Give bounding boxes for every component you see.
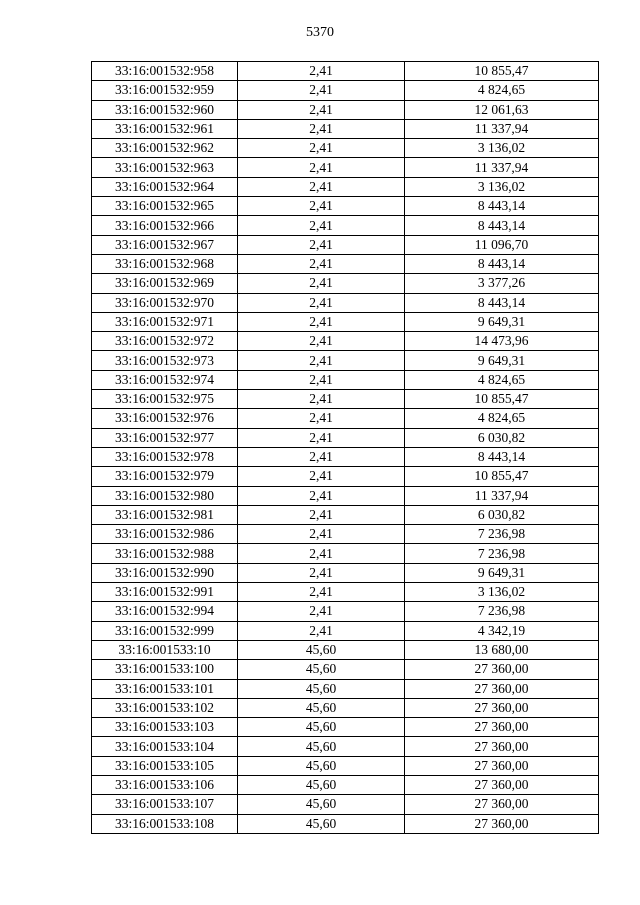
- rate-cell: 2,41: [238, 583, 405, 602]
- cadastral-number-cell: 33:16:001532:966: [92, 216, 238, 235]
- cadastral-number-cell: 33:16:001532:986: [92, 525, 238, 544]
- cadastral-number-cell: 33:16:001532:975: [92, 390, 238, 409]
- table-row: [92, 698, 599, 717]
- rate-cell: 2,41: [238, 563, 405, 582]
- table-row: [92, 795, 599, 814]
- table-row: [92, 274, 599, 293]
- cadastral-number-cell: 33:16:001533:100: [92, 660, 238, 679]
- amount-cell: 8 443,14: [405, 197, 599, 216]
- amount-cell: 7 236,98: [405, 602, 599, 621]
- cadastral-number-cell: 33:16:001532:999: [92, 621, 238, 640]
- rate-cell: 45,60: [238, 698, 405, 717]
- table-row: [92, 814, 599, 833]
- amount-cell: 11 337,94: [405, 119, 599, 138]
- amount-cell: 7 236,98: [405, 525, 599, 544]
- amount-cell: 10 855,47: [405, 390, 599, 409]
- cadastral-number-cell: 33:16:001532:958: [92, 62, 238, 81]
- amount-cell: 6 030,82: [405, 428, 599, 447]
- cadastral-number-cell: 33:16:001532:994: [92, 602, 238, 621]
- cadastral-number-cell: 33:16:001532:970: [92, 293, 238, 312]
- rate-cell: 45,60: [238, 775, 405, 794]
- amount-cell: 8 443,14: [405, 293, 599, 312]
- rate-cell: 2,41: [238, 544, 405, 563]
- table-row: [92, 428, 599, 447]
- cadastral-number-cell: 33:16:001532:962: [92, 139, 238, 158]
- table-row: [92, 100, 599, 119]
- amount-cell: 11 337,94: [405, 486, 599, 505]
- table-row: [92, 660, 599, 679]
- amount-cell: 27 360,00: [405, 679, 599, 698]
- amount-cell: 27 360,00: [405, 737, 599, 756]
- amount-cell: 3 136,02: [405, 139, 599, 158]
- amount-cell: 7 236,98: [405, 544, 599, 563]
- cadastral-number-cell: 33:16:001532:979: [92, 467, 238, 486]
- cadastral-number-cell: 33:16:001532:961: [92, 119, 238, 138]
- table-row: [92, 525, 599, 544]
- amount-cell: 4 824,65: [405, 370, 599, 389]
- table-row: [92, 486, 599, 505]
- rate-cell: 2,41: [238, 332, 405, 351]
- table-row: [92, 139, 599, 158]
- table-row: [92, 563, 599, 582]
- cadastral-number-cell: 33:16:001532:974: [92, 370, 238, 389]
- rate-cell: 2,41: [238, 197, 405, 216]
- amount-cell: 8 443,14: [405, 254, 599, 273]
- table-row: [92, 544, 599, 563]
- amount-cell: 27 360,00: [405, 795, 599, 814]
- amount-cell: 9 649,31: [405, 351, 599, 370]
- amount-cell: 3 136,02: [405, 177, 599, 196]
- cadastral-number-cell: 33:16:001532:980: [92, 486, 238, 505]
- rate-cell: 45,60: [238, 814, 405, 833]
- table-row: [92, 737, 599, 756]
- cadastral-number-cell: 33:16:001532:971: [92, 312, 238, 331]
- amount-cell: 8 443,14: [405, 447, 599, 466]
- amount-cell: 4 342,19: [405, 621, 599, 640]
- table-row: [92, 390, 599, 409]
- table-row: [92, 216, 599, 235]
- table-row: [92, 235, 599, 254]
- cadastral-number-cell: 33:16:001532:959: [92, 81, 238, 100]
- cadastral-number-cell: 33:16:001532:972: [92, 332, 238, 351]
- table-row: [92, 505, 599, 524]
- rate-cell: 2,41: [238, 293, 405, 312]
- data-table: [91, 61, 599, 834]
- table-row: [92, 447, 599, 466]
- cadastral-number-cell: 33:16:001532:991: [92, 583, 238, 602]
- amount-cell: 27 360,00: [405, 756, 599, 775]
- rate-cell: 45,60: [238, 660, 405, 679]
- rate-cell: 2,41: [238, 158, 405, 177]
- rate-cell: 45,60: [238, 795, 405, 814]
- amount-cell: 10 855,47: [405, 467, 599, 486]
- table-row: [92, 370, 599, 389]
- rate-cell: 2,41: [238, 312, 405, 331]
- page-number: 5370: [306, 25, 334, 40]
- table-row: [92, 312, 599, 331]
- rate-cell: 2,41: [238, 351, 405, 370]
- table-row: [92, 775, 599, 794]
- cadastral-number-cell: 33:16:001532:990: [92, 563, 238, 582]
- rate-cell: 2,41: [238, 100, 405, 119]
- amount-cell: 8 443,14: [405, 216, 599, 235]
- table-row: [92, 158, 599, 177]
- cadastral-number-cell: 33:16:001532:981: [92, 505, 238, 524]
- table-row: [92, 62, 599, 81]
- rate-cell: 2,41: [238, 621, 405, 640]
- table-row: [92, 621, 599, 640]
- rate-cell: 2,41: [238, 274, 405, 293]
- rate-cell: 2,41: [238, 370, 405, 389]
- cadastral-number-cell: 33:16:001532:969: [92, 274, 238, 293]
- rate-cell: 45,60: [238, 737, 405, 756]
- cadastral-number-cell: 33:16:001533:103: [92, 718, 238, 737]
- cadastral-number-cell: 33:16:001533:106: [92, 775, 238, 794]
- amount-cell: 3 377,26: [405, 274, 599, 293]
- cadastral-number-cell: 33:16:001533:108: [92, 814, 238, 833]
- rate-cell: 45,60: [238, 756, 405, 775]
- cadastral-number-cell: 33:16:001533:102: [92, 698, 238, 717]
- rate-cell: 2,41: [238, 62, 405, 81]
- rate-cell: 2,41: [238, 177, 405, 196]
- cadastral-number-cell: 33:16:001532:976: [92, 409, 238, 428]
- table-row: [92, 81, 599, 100]
- table-row: [92, 467, 599, 486]
- rate-cell: 2,41: [238, 447, 405, 466]
- table-body: [92, 62, 599, 834]
- rate-cell: 2,41: [238, 216, 405, 235]
- rate-cell: 2,41: [238, 505, 405, 524]
- table-row: [92, 583, 599, 602]
- table-row: [92, 718, 599, 737]
- amount-cell: 27 360,00: [405, 698, 599, 717]
- cadastral-number-cell: 33:16:001533:104: [92, 737, 238, 756]
- table-row: [92, 293, 599, 312]
- cadastral-number-cell: 33:16:001533:101: [92, 679, 238, 698]
- table-row: [92, 177, 599, 196]
- rate-cell: 45,60: [238, 718, 405, 737]
- table-row: [92, 409, 599, 428]
- amount-cell: 3 136,02: [405, 583, 599, 602]
- amount-cell: 11 096,70: [405, 235, 599, 254]
- amount-cell: 10 855,47: [405, 62, 599, 81]
- rate-cell: 2,41: [238, 467, 405, 486]
- table-row: [92, 332, 599, 351]
- cadastral-number-cell: 33:16:001532:965: [92, 197, 238, 216]
- rate-cell: 2,41: [238, 409, 405, 428]
- cadastral-number-cell: 33:16:001532:967: [92, 235, 238, 254]
- rate-cell: 2,41: [238, 525, 405, 544]
- table-row: [92, 254, 599, 273]
- rate-cell: 2,41: [238, 119, 405, 138]
- table-row: [92, 197, 599, 216]
- rate-cell: 45,60: [238, 640, 405, 659]
- rate-cell: 2,41: [238, 602, 405, 621]
- cadastral-number-cell: 33:16:001532:963: [92, 158, 238, 177]
- rate-cell: 2,41: [238, 390, 405, 409]
- amount-cell: 13 680,00: [405, 640, 599, 659]
- rate-cell: 2,41: [238, 254, 405, 273]
- cadastral-number-cell: 33:16:001532:988: [92, 544, 238, 563]
- table-row: [92, 351, 599, 370]
- amount-cell: 27 360,00: [405, 775, 599, 794]
- table-row: [92, 119, 599, 138]
- amount-cell: 4 824,65: [405, 81, 599, 100]
- amount-cell: 9 649,31: [405, 312, 599, 331]
- amount-cell: 14 473,96: [405, 332, 599, 351]
- amount-cell: 9 649,31: [405, 563, 599, 582]
- cadastral-number-cell: 33:16:001532:977: [92, 428, 238, 447]
- amount-cell: 6 030,82: [405, 505, 599, 524]
- rate-cell: 2,41: [238, 486, 405, 505]
- amount-cell: 27 360,00: [405, 814, 599, 833]
- cadastral-number-cell: 33:16:001533:105: [92, 756, 238, 775]
- cadastral-number-cell: 33:16:001532:973: [92, 351, 238, 370]
- amount-cell: 11 337,94: [405, 158, 599, 177]
- cadastral-number-cell: 33:16:001532:960: [92, 100, 238, 119]
- cadastral-number-cell: 33:16:001532:968: [92, 254, 238, 273]
- cadastral-number-cell: 33:16:001533:107: [92, 795, 238, 814]
- table-row: [92, 756, 599, 775]
- rate-cell: 2,41: [238, 235, 405, 254]
- cadastral-number-cell: 33:16:001532:964: [92, 177, 238, 196]
- rate-cell: 45,60: [238, 679, 405, 698]
- amount-cell: 27 360,00: [405, 660, 599, 679]
- table-row: [92, 640, 599, 659]
- amount-cell: 4 824,65: [405, 409, 599, 428]
- table-row: [92, 602, 599, 621]
- rate-cell: 2,41: [238, 81, 405, 100]
- rate-cell: 2,41: [238, 139, 405, 158]
- cadastral-number-cell: 33:16:001533:10: [92, 640, 238, 659]
- rate-cell: 2,41: [238, 428, 405, 447]
- cadastral-number-cell: 33:16:001532:978: [92, 447, 238, 466]
- amount-cell: 27 360,00: [405, 718, 599, 737]
- table-row: [92, 679, 599, 698]
- amount-cell: 12 061,63: [405, 100, 599, 119]
